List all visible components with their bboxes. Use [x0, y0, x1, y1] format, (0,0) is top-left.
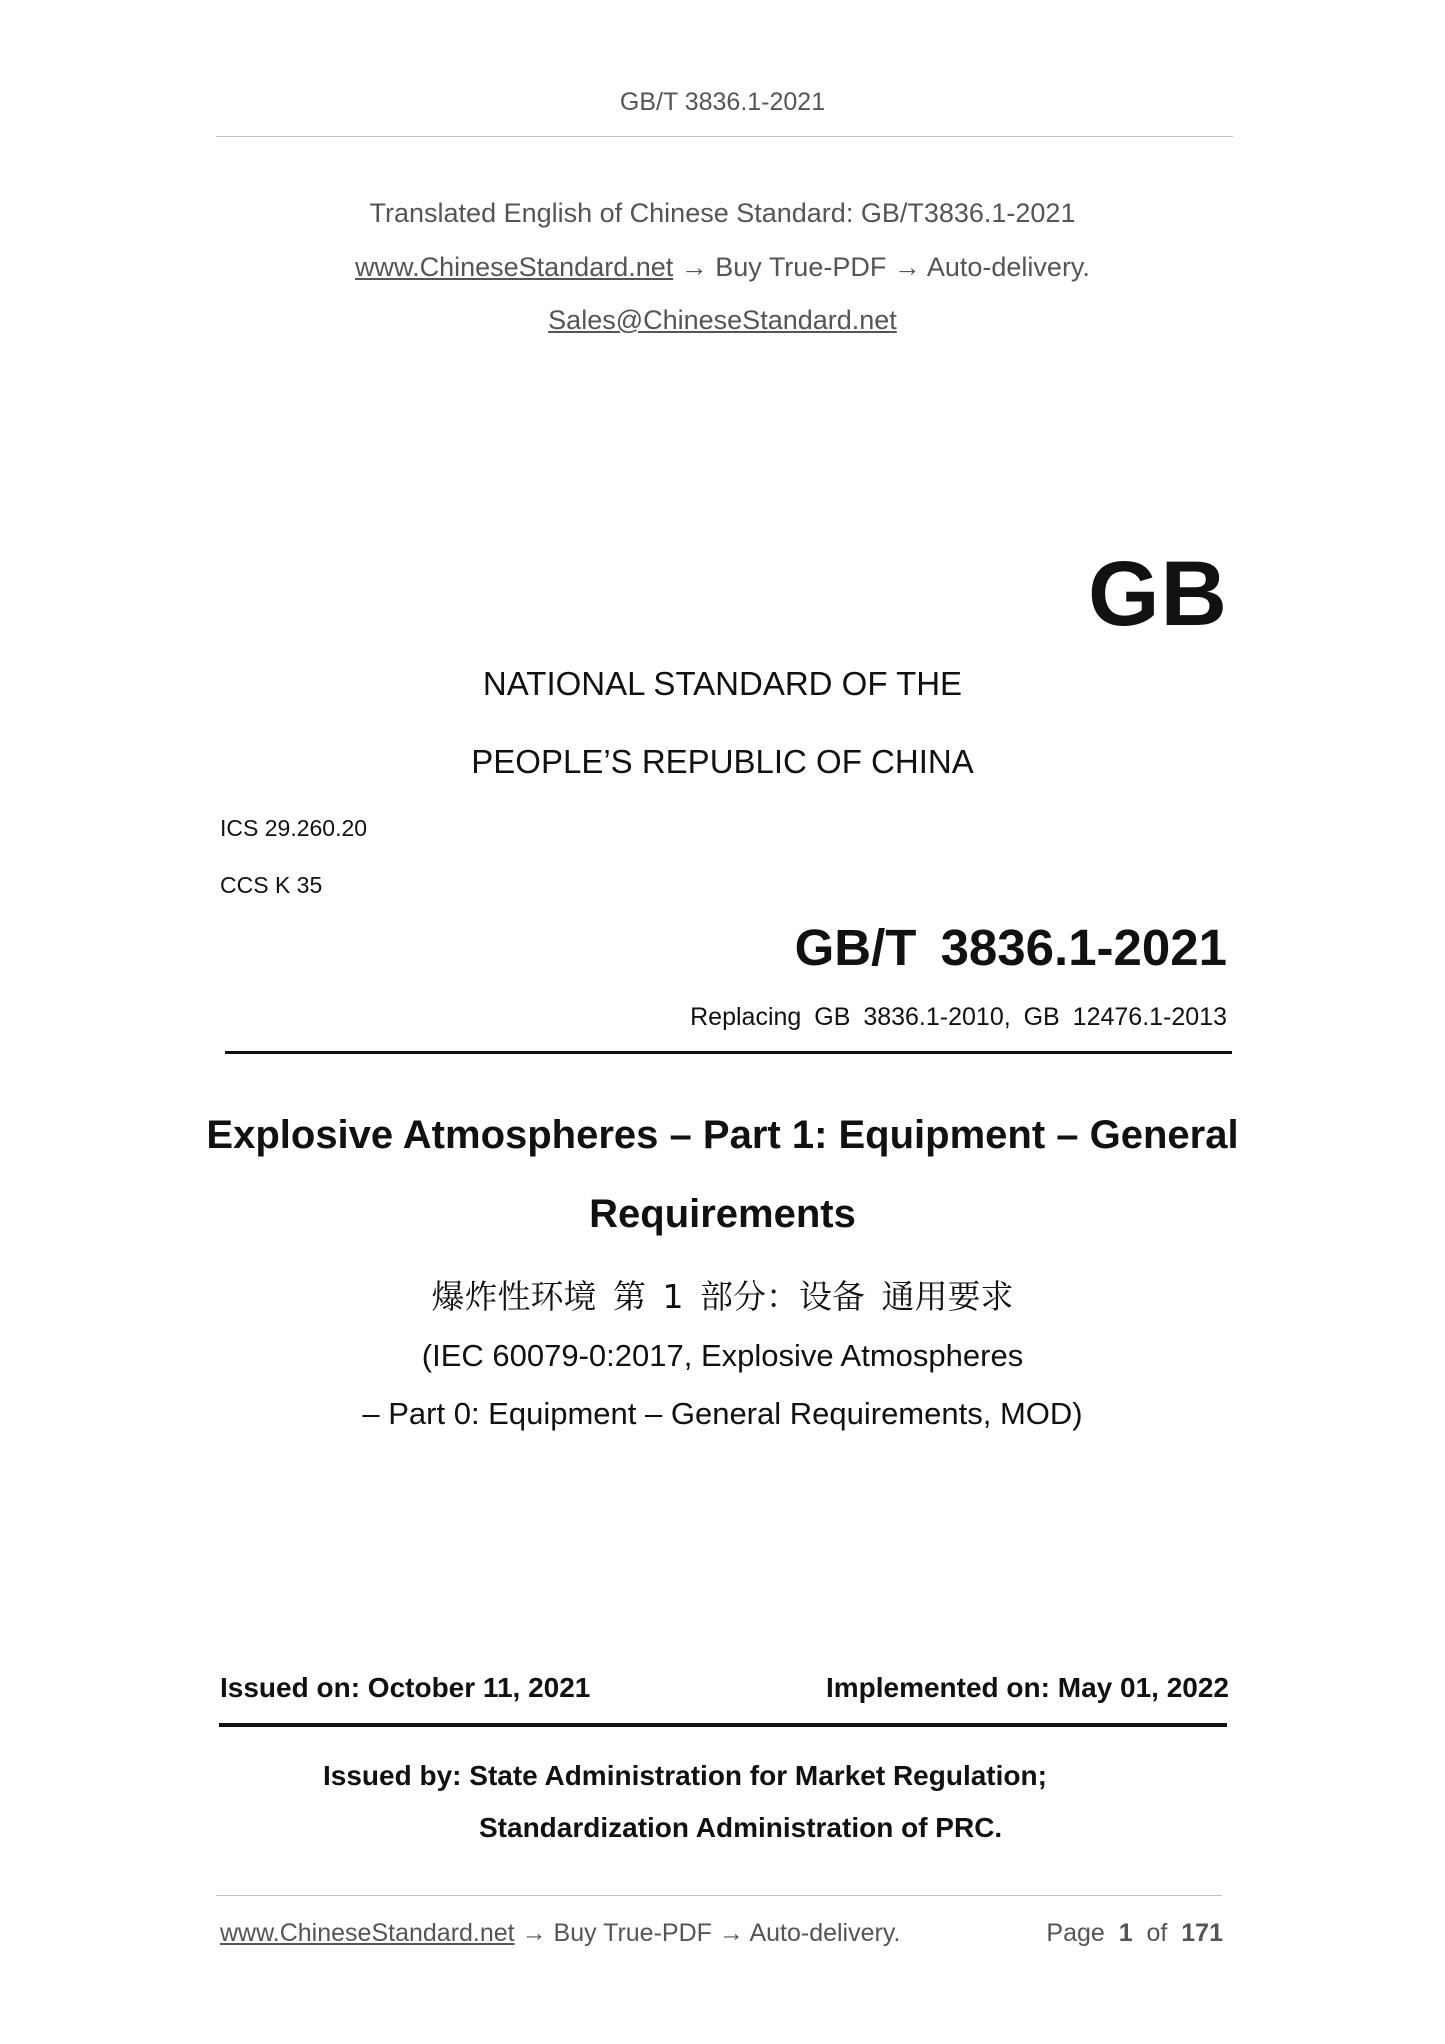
- adoption-note-line1: (IEC 60079-0:2017, Explosive Atmospheres: [421, 1338, 1024, 1373]
- english-title-line1: Explosive Atmospheres – Part 1: Equipment – General: [206, 1113, 1239, 1157]
- ics-code: ICS 29.260.20: [220, 815, 368, 841]
- header-divider: [216, 136, 1233, 137]
- gb-logo: GB: [1088, 543, 1228, 645]
- footer-buy-pdf-text: Buy True-PDF: [553, 1919, 712, 1947]
- issued-on-date: Issued on: October 11, 2021: [220, 1672, 591, 1703]
- implemented-on-date: Implemented on: May 01, 2022: [825, 1672, 1229, 1703]
- sales-email-line: [0, 305, 1445, 336]
- buy-pdf-text: Buy True-PDF: [715, 252, 887, 282]
- auto-delivery-text: Auto-delivery.: [926, 252, 1090, 282]
- arrow-right-icon: →: [680, 252, 708, 282]
- of-label: of: [1146, 1919, 1168, 1947]
- issued-by-line2: Standardization Administration of PRC.: [479, 1812, 1003, 1843]
- translation-notice-line: Translated English of Chinese Standard: GB/T3836.1-2021: [369, 198, 1076, 228]
- sales-email-link[interactable]: Sales@ChineseStandard.net: [548, 305, 897, 335]
- ccs-code: CCS K 35: [220, 872, 323, 898]
- arrow-right-icon: →: [521, 1919, 547, 1947]
- national-standard-heading-line2: PEOPLE’S REPUBLIC OF CHINA: [471, 743, 974, 780]
- adoption-note-line2: – Part 0: Equipment – General Requirements, MOD): [362, 1396, 1083, 1431]
- replacing-note: Replacing GB 3836.1-2010, GB 12476.1-2013: [690, 1003, 1227, 1031]
- english-title-line2: Requirements: [589, 1192, 856, 1236]
- page-number: 1: [1118, 1919, 1133, 1947]
- arrow-right-icon: →: [718, 1919, 744, 1947]
- standard-number: GB/T 3836.1-2021: [794, 919, 1227, 976]
- page-label: Page: [1046, 1919, 1105, 1947]
- footer-auto-delivery-text: Auto-delivery.: [749, 1919, 901, 1947]
- dates-divider: [219, 1723, 1227, 1727]
- footer-purchase-line: [220, 1919, 900, 1948]
- footer-divider: [216, 1895, 1222, 1896]
- footer-website-link[interactable]: www.ChineseStandard.net: [220, 1919, 515, 1947]
- issued-by-line1: Issued by: State Administration for Market Regulation;: [323, 1760, 1047, 1791]
- national-standard-heading-line1: NATIONAL STANDARD OF THE: [482, 665, 963, 702]
- title-divider: [225, 1051, 1232, 1054]
- website-link[interactable]: www.ChineseStandard.net: [355, 252, 674, 282]
- arrow-right-icon: →: [893, 252, 921, 282]
- page-indicator: [1046, 1919, 1223, 1948]
- running-header: GB/T 3836.1-2021: [619, 88, 826, 116]
- chinese-title: 爆炸性环境 第 1 部分：设备 通用要求: [431, 1277, 1014, 1316]
- purchase-line: [0, 252, 1445, 283]
- total-pages: 171: [1181, 1919, 1223, 1947]
